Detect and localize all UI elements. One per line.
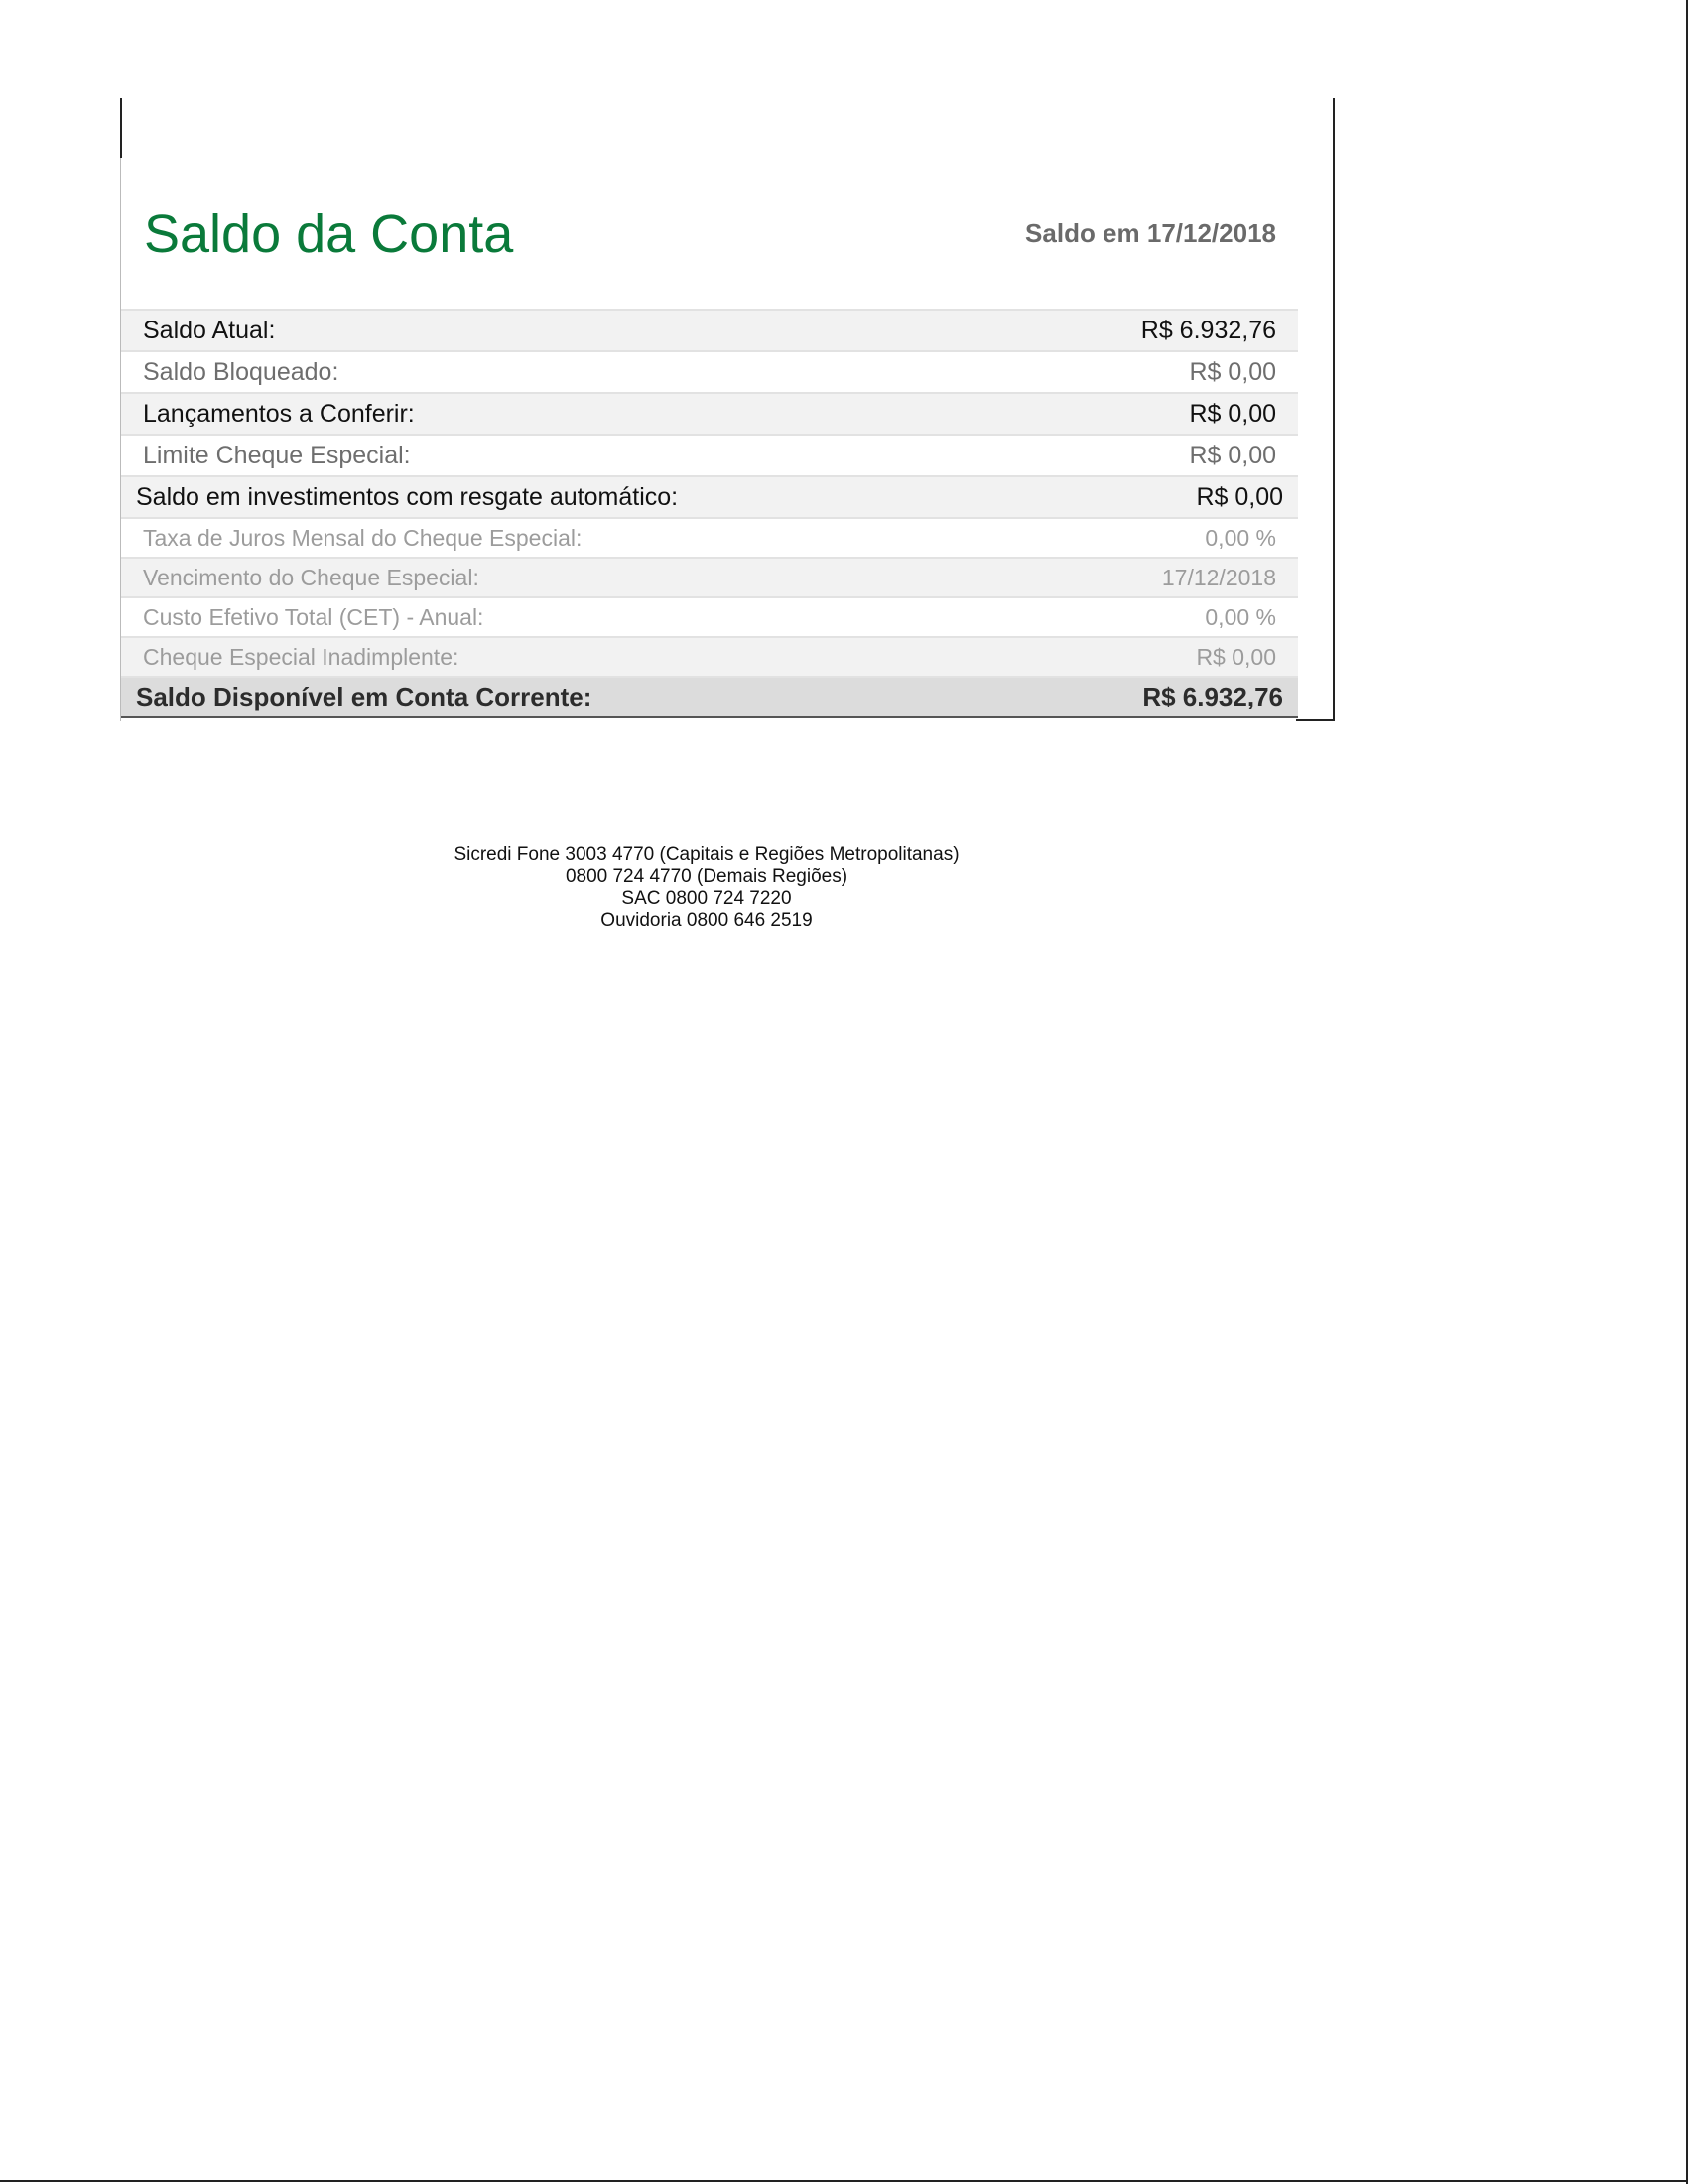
row-value: R$ 0,00: [1189, 441, 1276, 469]
balance-row-blocked: [121, 350, 1298, 392]
row-value: R$ 0,00: [1189, 357, 1276, 386]
frame-bottom-border: [1296, 719, 1335, 721]
contact-footer: [310, 844, 1104, 932]
balance-row-overdraft-limit: [121, 434, 1298, 475]
row-label: Lançamentos a Conferir:: [143, 399, 415, 428]
footer-line-sac: SAC 0800 724 7220: [621, 888, 792, 909]
page-border-bottom: [0, 2180, 1688, 2182]
row-value: 0,00 %: [1205, 603, 1276, 630]
balance-row-overdraft-default: [121, 636, 1298, 676]
row-label: Saldo Atual:: [143, 316, 276, 344]
row-label: Vencimento do Cheque Especial:: [143, 564, 479, 590]
row-value: R$ 0,00: [1196, 482, 1283, 511]
footer-line-other-regions: 0800 724 4770 (Demais Regiões): [565, 866, 848, 887]
row-label: Saldo em investimentos com resgate automático:: [136, 482, 679, 511]
balance-row-overdraft-due: [121, 557, 1298, 596]
row-value: R$ 0,00: [1189, 399, 1276, 428]
balance-date: Saldo em 17/12/2018: [1025, 218, 1276, 248]
row-value: 17/12/2018: [1161, 564, 1276, 590]
balance-row-interest-rate: [121, 517, 1298, 557]
balance-row-investments: [121, 475, 1298, 517]
page-title: Saldo da Conta: [144, 204, 514, 264]
row-value: 0,00 %: [1205, 524, 1276, 551]
balance-table: [121, 309, 1298, 718]
row-value: R$ 0,00: [1196, 643, 1276, 670]
row-value: R$ 6.932,76: [1140, 316, 1276, 344]
row-label: Custo Efetivo Total (CET) - Anual:: [143, 603, 484, 630]
balance-row-cet: [121, 596, 1298, 636]
balance-row-pending: [121, 392, 1298, 434]
row-label: Taxa de Juros Mensal do Cheque Especial:: [143, 524, 583, 551]
row-label: Limite Cheque Especial:: [143, 441, 411, 469]
balance-row-current: [121, 309, 1298, 350]
row-label: Saldo Bloqueado:: [143, 357, 339, 386]
total-label: Saldo Disponível em Conta Corrente:: [136, 682, 592, 711]
frame-left-border: [120, 98, 122, 158]
frame-right-border: [1333, 98, 1335, 721]
total-value: R$ 6.932,76: [1142, 682, 1283, 711]
balance-row-available-total: [121, 676, 1298, 718]
row-label: Cheque Especial Inadimplente:: [143, 643, 459, 670]
footer-line-ombudsman: Ouvidoria 0800 646 2519: [600, 910, 813, 931]
footer-line-phone: Sicredi Fone 3003 4770 (Capitais e Regiões Metropolitanas): [454, 844, 960, 865]
